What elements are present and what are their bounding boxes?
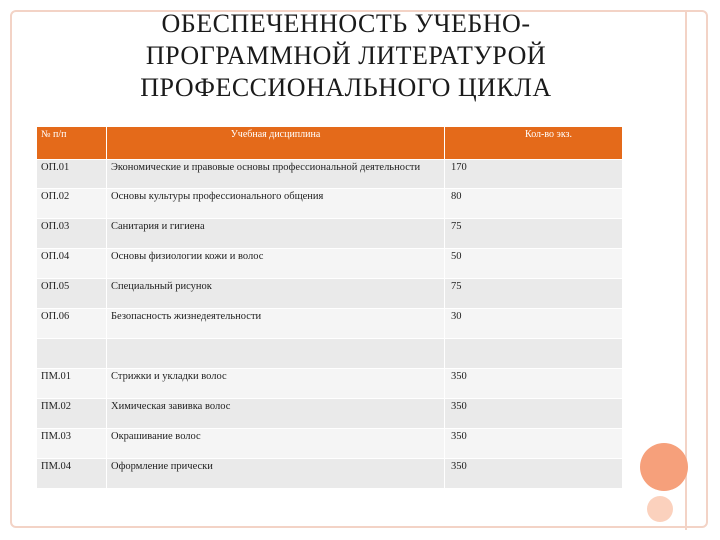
row-qty: 170 [445, 160, 623, 189]
row-qty: 350 [445, 399, 623, 429]
table-row [37, 249, 623, 279]
row-qty [445, 339, 623, 369]
decorative-circle-large [640, 443, 688, 491]
row-qty: 75 [445, 219, 623, 249]
row-qty: 50 [445, 249, 623, 279]
row-code: ПМ.03 [37, 429, 107, 459]
table-row [37, 279, 623, 309]
row-code: ОП.01 [37, 160, 107, 189]
table-row [37, 309, 623, 339]
decorative-line [685, 10, 687, 530]
row-discipline: Экономические и правовые основы профессиональной деятельности [107, 160, 445, 189]
title-line-3: ПРОФЕССИОНАЛЬНОГО ЦИКЛА [140, 73, 552, 102]
title-line-1: ОБЕСПЕЧЕННОСТЬ УЧЕБНО- [161, 9, 531, 38]
row-discipline: Безопасность жизнедеятельности [107, 309, 445, 339]
row-code: ОП.03 [37, 219, 107, 249]
header-num: № п/п [37, 127, 107, 160]
header-discipline: Учебная дисциплина [107, 127, 445, 160]
row-discipline: Основы культуры профессионального общения [107, 189, 445, 219]
row-discipline [107, 339, 445, 369]
literature-table [36, 126, 623, 489]
row-code [37, 339, 107, 369]
row-qty: 350 [445, 369, 623, 399]
row-discipline: Основы физиологии кожи и волос [107, 249, 445, 279]
row-code: ПМ.01 [37, 369, 107, 399]
row-discipline: Санитария и гигиена [107, 219, 445, 249]
table-header-row [37, 127, 623, 160]
row-code: ОП.02 [37, 189, 107, 219]
row-code: ОП.05 [37, 279, 107, 309]
row-qty: 30 [445, 309, 623, 339]
table-row [37, 219, 623, 249]
row-qty: 350 [445, 429, 623, 459]
header-qty: Кол-во экз. [445, 127, 623, 160]
row-qty: 75 [445, 279, 623, 309]
row-discipline: Окрашивание волос [107, 429, 445, 459]
title-line-2: ПРОГРАММНОЙ ЛИТЕРАТУРОЙ [145, 41, 547, 70]
table-row [37, 189, 623, 219]
row-discipline: Химическая завивка волос [107, 399, 445, 429]
row-code: ПМ.04 [37, 459, 107, 489]
table-row [37, 369, 623, 399]
row-qty: 80 [445, 189, 623, 219]
row-discipline: Оформление прически [107, 459, 445, 489]
table-row-empty [37, 339, 623, 369]
row-code: ОП.06 [37, 309, 107, 339]
decorative-circle-small [647, 496, 673, 522]
row-qty: 350 [445, 459, 623, 489]
table-row [37, 160, 623, 189]
row-code: ОП.04 [37, 249, 107, 279]
row-discipline: Стрижки и укладки волос [107, 369, 445, 399]
row-discipline: Специальный рисунок [107, 279, 445, 309]
page-title [36, 8, 656, 104]
table-row [37, 429, 623, 459]
table-row [37, 399, 623, 429]
row-code: ПМ.02 [37, 399, 107, 429]
table-row [37, 459, 623, 489]
